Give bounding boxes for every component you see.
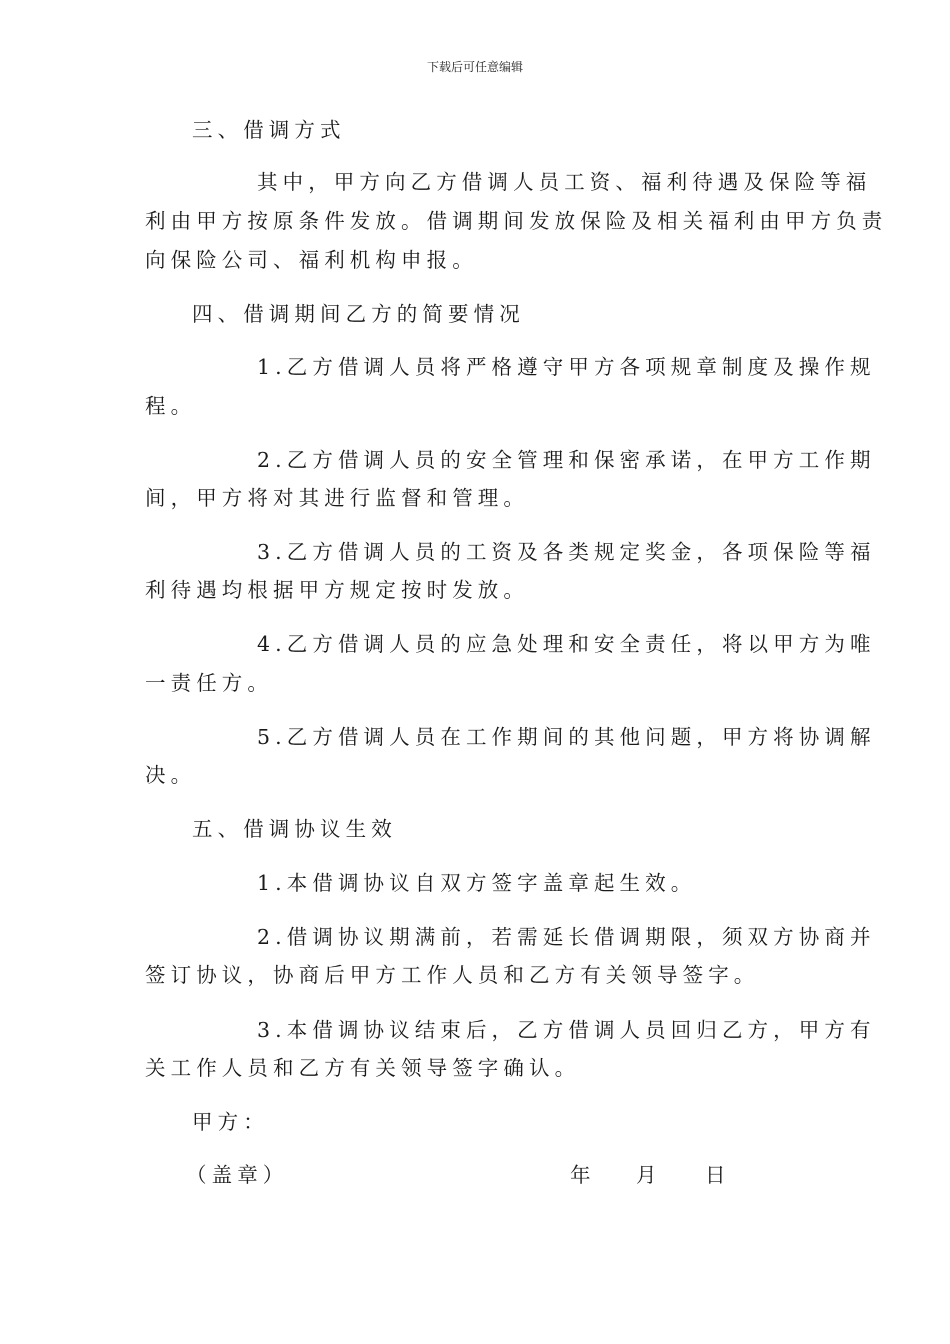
- date-year-label: 年: [570, 1163, 596, 1187]
- list-item-line: 程。: [145, 394, 197, 418]
- page-header: 下载后可任意编辑: [426, 60, 523, 74]
- list-item-line: 利待遇均根据甲方规定按时发放。: [145, 578, 529, 602]
- list-item-line: 2.乙方借调人员的安全管理和保密承诺，在甲方工作期: [257, 448, 876, 472]
- document-body: [145, 0, 888, 1344]
- seal-label: （盖章）: [186, 1163, 289, 1187]
- list-item-line: 2.借调协议期满前，若需延长借调期限，须双方协商并: [257, 925, 876, 949]
- list-item-line: 关工作人员和乙方有关领导签字确认。: [145, 1056, 581, 1080]
- list-item-line: 3.乙方借调人员的工资及各类规定奖金，各项保险等福: [257, 540, 876, 564]
- list-item-line: 签订协议，协商后甲方工作人员和乙方有关领导签字。: [145, 963, 760, 987]
- section-5-title: 五、借调协议生效: [192, 817, 397, 841]
- list-item-line: 3.本借调协议结束后，乙方借调人员回归乙方，甲方有: [257, 1018, 876, 1042]
- date-month-label: 月: [636, 1163, 662, 1187]
- list-item-line: 决。: [145, 763, 197, 787]
- list-item-line: 间，甲方将对其进行监督和管理。: [145, 486, 529, 510]
- list-item-line: 4.乙方借调人员的应急处理和安全责任，将以甲方为唯: [257, 632, 876, 656]
- date-day-label: 日: [705, 1163, 731, 1187]
- paragraph-line: 向保险公司、福利机构申报。: [145, 248, 478, 272]
- paragraph-line: 利由甲方按原条件发放。借调期间发放保险及相关福利由甲方负责: [145, 209, 888, 233]
- party-a-label: 甲方：: [192, 1110, 269, 1134]
- paragraph-line: 其中，甲方向乙方借调人员工资、福利待遇及保险等福: [257, 170, 872, 194]
- section-4-title: 四、借调期间乙方的简要情况: [192, 302, 525, 326]
- list-item-line: 5.乙方借调人员在工作期间的其他问题，甲方将协调解: [257, 725, 876, 749]
- list-item-line: 1.本借调协议自双方签字盖章起生效。: [257, 871, 697, 895]
- list-item-line: 一责任方。: [145, 671, 273, 695]
- list-item-line: 1.乙方借调人员将严格遵守甲方各项规章制度及操作规: [257, 355, 876, 379]
- section-3-title: 三、借调方式: [192, 118, 346, 142]
